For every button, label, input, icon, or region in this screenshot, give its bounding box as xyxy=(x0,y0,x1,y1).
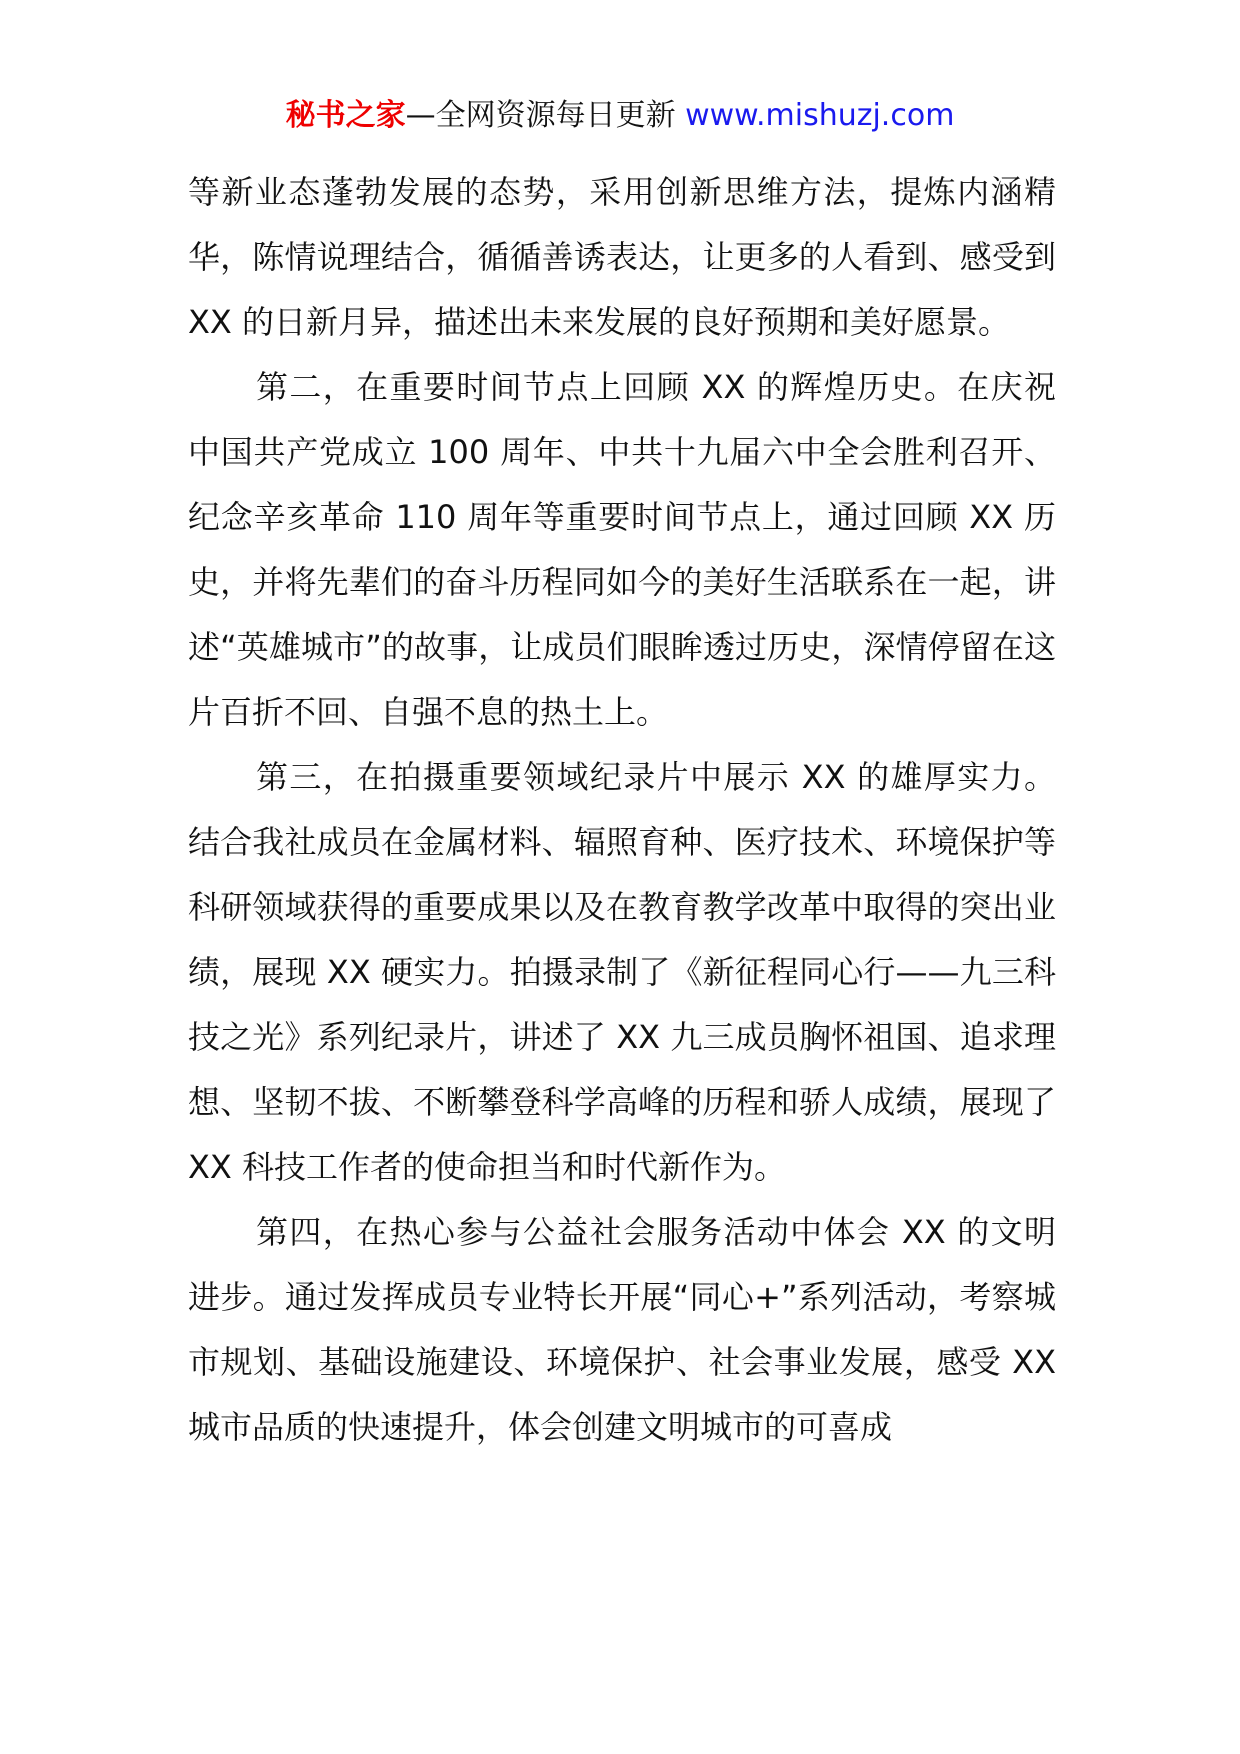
paragraph-4: 第四，在热心参与公益社会服务活动中体会 XX 的文明进步。通过发挥成员专业特长开展“同心+”系列活动，考察城市规划、基础设施建设、环境保护、社会事业发展，感受 XX 城市品质的快速提升，体会创建文明城市的可喜成 xyxy=(188,1213,1056,1446)
site-url-link[interactable]: www.mishuzj.com xyxy=(675,98,955,133)
paragraph-1: 等新业态蓬勃发展的态势，采用创新思维方法，提炼内涵精华，陈情说理结合，循循善诱表达，让更多的人看到、感受到 XX 的日新月异，描述出未来发展的良好预期和美好愿景。 xyxy=(188,173,1056,341)
site-slogan: —全网资源每日更新 xyxy=(405,98,676,133)
document-body xyxy=(188,160,1056,1460)
paragraph-2: 第二，在重要时间节点上回顾 XX 的辉煌历史。在庆祝中国共产党成立 100 周年、中共十九届六中全会胜利召开、纪念辛亥革命 110 周年等重要时间节点上，通过回顾 XX 历史，并将先辈们的奋斗历程同如今的美好生活联系在一起，讲述“英雄城市”的故事，让成员们眼眸透过历史，深情停留在这片百折不回、自强不息的热土上。 xyxy=(188,368,1056,731)
paragraph-3: 第三，在拍摄重要领域纪录片中展示 XX 的雄厚实力。结合我社成员在金属材料、辐照育种、医疗技术、环境保护等科研领域获得的重要成果以及在教育教学改革中取得的突出业绩，展现 XX 硬实力。拍摄录制了《新征程同心行——九三科技之光》系列纪录片，讲述了 XX 九三成员胸怀祖国、追求理想、坚韧不拔、不断攀登科学高峰的历程和骄人成绩，展现了 XX 科技工作者的使命担当和时代新作为。 xyxy=(188,758,1056,1186)
page-header xyxy=(0,96,1240,136)
site-brand: 秘书之家 xyxy=(285,98,406,133)
